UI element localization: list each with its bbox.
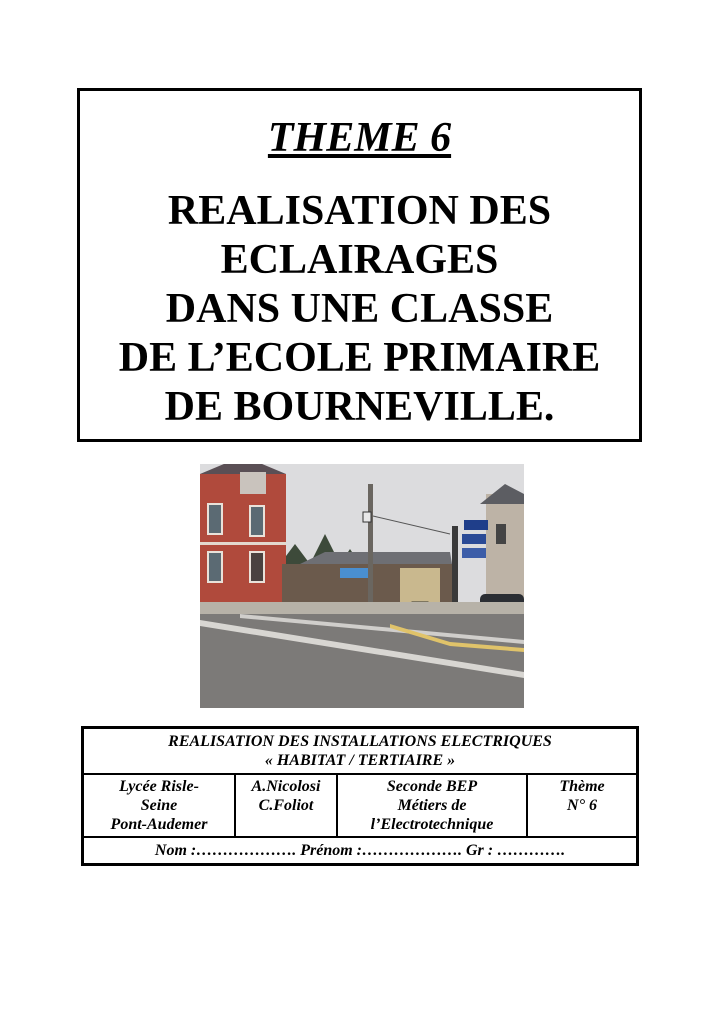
theme-heading: THEME 6 — [267, 115, 452, 161]
school-line-1: Lycée Risle- — [119, 778, 199, 795]
info-table — [81, 726, 639, 866]
theme-line-2: N° 6 — [567, 797, 597, 814]
title-box — [77, 88, 642, 442]
header-line-1: REALISATION DES INSTALLATIONS ELECTRIQUES — [168, 733, 552, 750]
school-line-3: Pont-Audemer — [110, 816, 208, 833]
teachers-cell — [235, 774, 337, 837]
teacher-2: C.Foliot — [258, 797, 314, 814]
title-line-5: DE BOURNEVILLE. — [164, 384, 555, 430]
class-line-2: Métiers de — [397, 797, 467, 814]
title-line-3: DANS UNE CLASSE — [165, 286, 554, 332]
school-photo — [200, 464, 524, 708]
theme-line-1: Thème — [559, 778, 605, 795]
teacher-1: A.Nicolosi — [251, 778, 321, 795]
class-cell — [337, 774, 527, 837]
school-cell — [83, 774, 236, 837]
table-header — [83, 728, 638, 775]
class-line-1: Seconde BEP — [386, 778, 478, 795]
title-line-4: DE L’ECOLE PRIMAIRE — [118, 335, 601, 381]
header-line-2: « HABITAT / TERTIAIRE » — [264, 752, 456, 769]
document-title — [80, 187, 639, 432]
theme-cell — [527, 774, 638, 837]
title-line-2: ECLAIRAGES — [220, 237, 499, 283]
title-line-1: REALISATION DES — [167, 188, 552, 234]
class-line-3: l’Electrotechnique — [370, 816, 494, 833]
student-fields: Nom :………………. Prénom :………………. Gr : …………. — [83, 837, 638, 865]
school-line-2: Seine — [140, 797, 178, 814]
